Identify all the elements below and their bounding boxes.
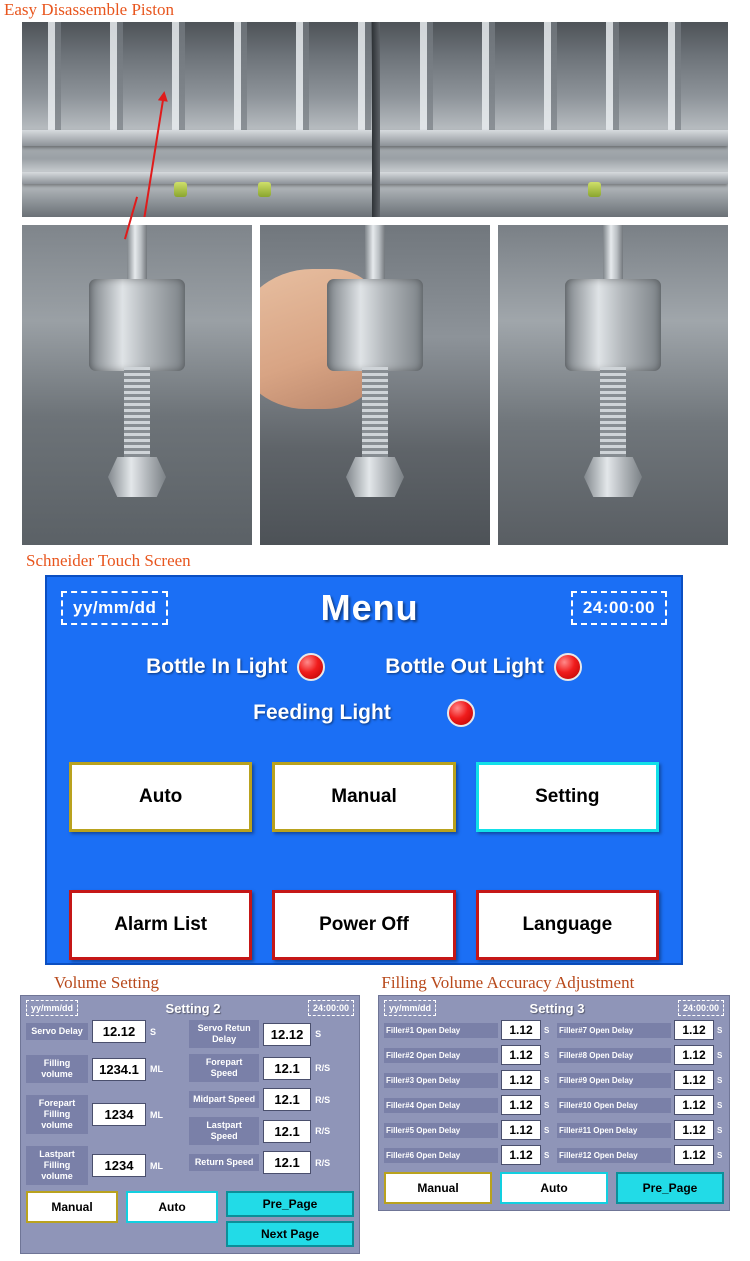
return-speed-row bbox=[189, 1151, 354, 1174]
piston-closeup-1 bbox=[22, 225, 252, 545]
filler1-row bbox=[384, 1020, 551, 1040]
filler5-input[interactable]: 1.12 bbox=[501, 1120, 541, 1140]
piston-shaft bbox=[365, 225, 385, 283]
forepart-speed-label: Forepart Speed bbox=[189, 1054, 259, 1082]
page-title: Setting 3 bbox=[529, 1000, 585, 1016]
filler6-row bbox=[384, 1145, 551, 1165]
lastpart-filling-volume-unit: ML bbox=[150, 1160, 163, 1171]
time-display: 24:00:00 bbox=[571, 591, 667, 625]
filler11-label: Filler#11 Open Delay bbox=[557, 1123, 671, 1138]
setting2-fields bbox=[26, 1020, 354, 1191]
filler7-row bbox=[557, 1020, 724, 1040]
filler4-row bbox=[384, 1095, 551, 1115]
filler5-label: Filler#5 Open Delay bbox=[384, 1123, 498, 1138]
time-display: 24:00:00 bbox=[308, 1000, 354, 1016]
hmi-button-grid bbox=[69, 762, 659, 960]
lastpart-filling-volume-input[interactable]: 1234 bbox=[92, 1154, 146, 1177]
filler4-label: Filler#4 Open Delay bbox=[384, 1098, 498, 1113]
servo-return-delay-input[interactable]: 12.12 bbox=[263, 1023, 311, 1046]
hmi-header bbox=[47, 577, 681, 629]
time-display: 24:00:00 bbox=[678, 1000, 724, 1016]
filler11-unit: S bbox=[717, 1125, 723, 1135]
return-speed-label: Return Speed bbox=[189, 1154, 259, 1171]
setting3-left-column bbox=[384, 1020, 551, 1170]
forepart-filling-volume-unit: ML bbox=[150, 1109, 163, 1120]
filler8-row bbox=[557, 1045, 724, 1065]
section-heading-touchscreen: Schneider Touch Screen bbox=[26, 551, 191, 570]
filler8-input[interactable]: 1.12 bbox=[674, 1045, 714, 1065]
piston-body bbox=[565, 279, 661, 371]
setting2-panel bbox=[20, 995, 360, 1254]
lastpart-speed-label: Lastpart Speed bbox=[189, 1117, 259, 1145]
piston-threaded-rod bbox=[600, 367, 626, 467]
filler6-input[interactable]: 1.12 bbox=[501, 1145, 541, 1165]
filler7-label: Filler#7 Open Delay bbox=[557, 1023, 671, 1038]
piston-closeup-3 bbox=[498, 225, 728, 545]
green-cap bbox=[258, 182, 271, 197]
filling-volume-label: Filling volume bbox=[26, 1055, 88, 1083]
piston-shaft bbox=[603, 225, 623, 283]
setting3-right-column bbox=[557, 1020, 724, 1170]
filler9-label: Filler#9 Open Delay bbox=[557, 1073, 671, 1088]
filler2-unit: S bbox=[544, 1050, 550, 1060]
return-speed-input[interactable]: 12.1 bbox=[263, 1151, 311, 1174]
filler7-unit: S bbox=[717, 1025, 723, 1035]
midpart-speed-unit: R/S bbox=[315, 1094, 331, 1105]
green-cap bbox=[588, 182, 601, 197]
bottom-headings bbox=[20, 973, 730, 993]
filler12-row bbox=[557, 1145, 724, 1165]
piston-body bbox=[89, 279, 185, 371]
filler1-unit: S bbox=[544, 1025, 550, 1035]
page-title: Setting 2 bbox=[165, 1000, 221, 1016]
filler9-row bbox=[557, 1070, 724, 1090]
filler9-input[interactable]: 1.12 bbox=[674, 1070, 714, 1090]
setting2-button-row bbox=[26, 1191, 354, 1247]
setting2-pagination bbox=[226, 1191, 354, 1247]
lastpart-filling-volume-row bbox=[26, 1146, 183, 1185]
pre-page-button[interactable]: Pre_Page bbox=[226, 1191, 354, 1217]
date-display: yy/mm/dd bbox=[384, 1000, 436, 1016]
midpart-speed-row bbox=[189, 1088, 354, 1111]
lastpart-speed-row bbox=[189, 1117, 354, 1145]
green-cap bbox=[174, 182, 187, 197]
midpart-speed-label: Midpart Speed bbox=[189, 1091, 259, 1108]
setting3-button-row bbox=[384, 1172, 724, 1204]
bottle-in-light bbox=[146, 653, 325, 681]
lastpart-speed-input[interactable]: 12.1 bbox=[263, 1120, 311, 1143]
filler2-label: Filler#2 Open Delay bbox=[384, 1048, 498, 1063]
filler3-unit: S bbox=[544, 1075, 550, 1085]
piston-threaded-rod bbox=[362, 367, 388, 467]
alarm-list-button[interactable]: Alarm List bbox=[69, 890, 252, 960]
setting2-right-column bbox=[189, 1020, 354, 1191]
servo-delay-input[interactable]: 12.12 bbox=[92, 1020, 146, 1043]
setting3-header bbox=[384, 1000, 724, 1016]
forepart-speed-unit: R/S bbox=[315, 1063, 331, 1073]
filler1-label: Filler#1 Open Delay bbox=[384, 1023, 498, 1038]
filler1-input[interactable]: 1.12 bbox=[501, 1020, 541, 1040]
next-page-button[interactable]: Next Page bbox=[226, 1221, 354, 1247]
filler10-unit: S bbox=[717, 1100, 723, 1110]
setting-button[interactable]: Setting bbox=[476, 762, 659, 832]
filler7-input[interactable]: 1.12 bbox=[674, 1020, 714, 1040]
lastpart-filling-volume-label: Lastpart Filling volume bbox=[26, 1146, 88, 1185]
piston-shaft bbox=[127, 225, 147, 283]
piston-hex-nut bbox=[346, 457, 404, 497]
section-heading-volume: Volume Setting bbox=[54, 973, 159, 992]
setting2-left-column bbox=[26, 1020, 183, 1191]
section-heading-piston: Easy Disassemble Piston bbox=[4, 0, 174, 19]
piston-hex-nut bbox=[108, 457, 166, 497]
filler12-label: Filler#12 Open Delay bbox=[557, 1148, 671, 1163]
servo-return-delay-unit: S bbox=[315, 1029, 322, 1039]
forepart-speed-input[interactable]: 12.1 bbox=[263, 1057, 311, 1080]
indicator-light-row-2 bbox=[47, 699, 681, 727]
filler12-input[interactable]: 1.12 bbox=[674, 1145, 714, 1165]
auto-button[interactable]: Auto bbox=[69, 762, 252, 832]
piston-closeup-2 bbox=[260, 225, 490, 545]
hmi-button-row-1 bbox=[69, 762, 659, 832]
filler5-unit: S bbox=[544, 1125, 550, 1135]
lamp-icon bbox=[447, 699, 475, 727]
servo-return-delay-row bbox=[189, 1020, 354, 1048]
pre-page-button[interactable]: Pre_Page bbox=[616, 1172, 724, 1204]
forepart-speed-row bbox=[189, 1054, 354, 1082]
filling-volume-row bbox=[26, 1055, 183, 1083]
filler5-row bbox=[384, 1120, 551, 1140]
servo-delay-row bbox=[26, 1020, 183, 1043]
filler12-unit: S bbox=[717, 1150, 723, 1160]
date-display: yy/mm/dd bbox=[61, 591, 168, 625]
manual-button[interactable]: Manual bbox=[272, 762, 455, 832]
filler8-unit: S bbox=[717, 1050, 723, 1060]
feeding-light-label: Feeding Light bbox=[253, 701, 391, 724]
section-heading-accuracy: Filling Volume Accuracy Adjustment bbox=[381, 973, 635, 992]
language-button[interactable]: Language bbox=[476, 890, 659, 960]
return-speed-unit: R/S bbox=[315, 1157, 331, 1168]
servo-return-delay-label: Servo Retun Delay bbox=[189, 1020, 259, 1048]
midpart-speed-input[interactable]: 12.1 bbox=[263, 1088, 311, 1111]
piston-body bbox=[327, 279, 423, 371]
filler10-label: Filler#10 Open Delay bbox=[557, 1098, 671, 1113]
servo-delay-label: Servo Delay bbox=[26, 1023, 88, 1040]
filler4-input[interactable]: 1.12 bbox=[501, 1095, 541, 1115]
piston-threaded-rod bbox=[124, 367, 150, 467]
piston-hex-nut bbox=[584, 457, 642, 497]
date-display: yy/mm/dd bbox=[26, 1000, 78, 1016]
filling-volume-input[interactable]: 1234.1 bbox=[92, 1058, 146, 1081]
filler2-row bbox=[384, 1045, 551, 1065]
filler9-unit: S bbox=[717, 1075, 723, 1085]
setting2-panel-wrap bbox=[20, 995, 360, 1254]
filler2-input[interactable]: 1.12 bbox=[501, 1045, 541, 1065]
page-title: Menu bbox=[320, 587, 419, 628]
filler11-input[interactable]: 1.12 bbox=[674, 1120, 714, 1140]
setting3-panel-wrap bbox=[378, 995, 730, 1254]
piston-closeup-gallery bbox=[22, 225, 728, 545]
filler11-row bbox=[557, 1120, 724, 1140]
manual-button[interactable]: Manual bbox=[384, 1172, 492, 1204]
filler4-unit: S bbox=[544, 1100, 550, 1110]
hmi-menu-screen bbox=[45, 575, 683, 965]
machine-photo bbox=[22, 22, 728, 217]
power-off-button[interactable]: Power Off bbox=[272, 890, 455, 960]
hmi-button-row-2 bbox=[69, 890, 659, 960]
setting3-panel bbox=[378, 995, 730, 1211]
indicator-light-row-1 bbox=[47, 653, 681, 681]
lamp-icon bbox=[297, 653, 325, 681]
bottom-panels bbox=[20, 995, 730, 1254]
machine-center-split bbox=[372, 22, 380, 217]
bottle-out-light bbox=[385, 653, 582, 681]
filler3-label: Filler#3 Open Delay bbox=[384, 1073, 498, 1088]
lamp-icon bbox=[554, 653, 582, 681]
filler8-label: Filler#8 Open Delay bbox=[557, 1048, 671, 1063]
forepart-filling-volume-row bbox=[26, 1095, 183, 1134]
setting2-header bbox=[26, 1000, 354, 1016]
auto-button[interactable]: Auto bbox=[500, 1172, 608, 1204]
bottle-out-light-label: Bottle Out Light bbox=[385, 655, 544, 678]
filler3-row bbox=[384, 1070, 551, 1090]
manual-button[interactable]: Manual bbox=[26, 1191, 118, 1223]
forepart-filling-volume-label: Forepart Filling volume bbox=[26, 1095, 88, 1134]
bottle-in-light-label: Bottle In Light bbox=[146, 655, 288, 678]
filler6-label: Filler#6 Open Delay bbox=[384, 1148, 498, 1163]
servo-delay-unit: S bbox=[150, 1026, 157, 1037]
forepart-filling-volume-input[interactable]: 1234 bbox=[92, 1103, 146, 1126]
setting3-fields bbox=[384, 1020, 724, 1170]
filler10-input[interactable]: 1.12 bbox=[674, 1095, 714, 1115]
auto-button[interactable]: Auto bbox=[126, 1191, 218, 1223]
filler10-row bbox=[557, 1095, 724, 1115]
filling-volume-unit: ML bbox=[150, 1064, 163, 1074]
feeding-light bbox=[253, 699, 475, 727]
filler3-input[interactable]: 1.12 bbox=[501, 1070, 541, 1090]
filler6-unit: S bbox=[544, 1150, 550, 1160]
lastpart-speed-unit: R/S bbox=[315, 1126, 331, 1136]
